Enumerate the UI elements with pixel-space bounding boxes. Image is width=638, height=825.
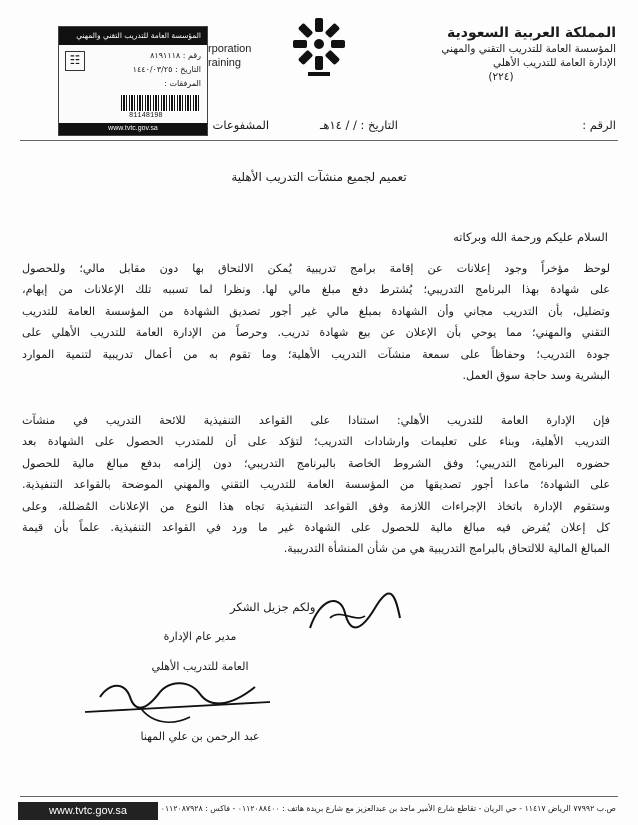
salutation: السلام عليكم ورحمة الله وبركاته	[453, 230, 608, 244]
footer-divider	[20, 796, 618, 797]
handwritten-initial-signature	[300, 588, 410, 638]
barcode	[121, 95, 199, 111]
registry-stamp	[58, 26, 208, 136]
ref-attachments-label: المشفوعات :	[205, 118, 270, 132]
stamp-logo-icon: ☷	[65, 51, 85, 71]
footer-website-link[interactable]: www.tvtc.gov.sa	[18, 802, 158, 820]
signatory-title-2: العامة للتدريب الأهلي	[151, 660, 249, 673]
letter-subject: تعميم لجميع منشآت التدريب الأهلية	[231, 170, 407, 184]
barcode-number: 81148198	[129, 112, 163, 120]
paragraph-2: فإن الإدارة العامة للتدريب الأهلي: استنادا على القواعد التنفيذية للائحة التدريب في منشآت التدريب الأهلية، وبناء على تعليمات وارشادات التدريب؛ لتؤكد على أن للمتدرب الحصول على الشهادة بعد حضوره البرنامج التدريبي؛ وفق الشروط الخاصة بالبرنامج التدريبي؛ دون إلزامه بدفع مبالغ مالية للحصول على الشهادة؛ ماعدا أجور تصديقها من المؤسسة العامة للتدريب التقني والمهني الموضحة بالقواعد التنفيذية. وستقوم الإدارة باتخاذ الإجراءات اللازمة وفق القواعد التنفيذية تجاه هذا النوع من الإعلانات المُضللة، وعلى كل إعلان يُفرض فيه مبالغ مالية للحصول على الشهادة غير ما ورد في القواعد التنفيذية. علماً بأن قيمة المبالغ المالية للالتحاق بالبرامج التدريبية هي من شأن المنشأة التدريبية.	[22, 414, 610, 556]
organization-name: المؤسسة العامة للتدريب التقني والمهني	[441, 43, 616, 55]
ref-date: التاريخ : / / ١٤هـ	[320, 118, 398, 132]
country-name: المملكة العربية السعودية	[447, 25, 616, 41]
stamp-date: التاريخ : ١٤٤٠/٠٣/٢٥	[132, 65, 201, 74]
department-name: الإدارة العامة للتدريب الأهلي	[492, 57, 616, 69]
organization-header	[426, 24, 616, 84]
signatory-title-1: مدير عام الإدارة	[163, 630, 237, 643]
handwritten-signature	[80, 672, 280, 732]
stamp-url: www.tvtc.gov.sa	[59, 123, 207, 135]
english-header: rporation raining	[208, 43, 252, 69]
signatory-name: عبد الرحمن بن علي المهنا	[140, 730, 260, 743]
header-divider	[20, 140, 618, 141]
closing-text: ولكم جزيل الشكر	[230, 600, 316, 614]
stamp-title: المؤسسة العامة للتدريب التقني والمهني	[59, 27, 207, 45]
paragraph-1: لوحظ مؤخراً وجود إعلانات عن إقامة برامج تدريبية يُمكن الالتحاق بها دون مقابل مالي؛ وللحصول على شهادة بهذا البرنامج التدريبي؛ يُشترط دفع مبلغ مالي لها. ونظرا لما تسببه تلك الإعلانات من إيهام، وتضليل، بأن التدريب مجاني وأن الشهادة بمبلغ مالي غير أجور تصديق الشهادة من المؤسسة العامة للتدريب التقني والمهني؛ مما يوحي بأن الإعلان عن بيع شهادة تدريب. وحرصاً من الإدارة العامة للتدريب الأهلي على جودة التدريب؛ وحفاظاً على سمعة منشآت التدريب الأهلية؛ وما تقوم به من أعمال تدريبية لتنمية الموارد البشرية وسد حاجة سوق العمل.	[22, 262, 610, 383]
tvtc-logo-icon	[286, 14, 352, 80]
ref-number-label: الرقم :	[582, 118, 616, 132]
stamp-number: رقم : ٨١٩١١١٨	[150, 51, 201, 60]
stamp-attachments: المرفقات :	[164, 79, 201, 88]
department-code: (٢٢٤)	[488, 71, 514, 83]
footer-address: ص.ب ٧٧٩٩٢ الرياض ١١٤١٧ - حي الريان - تقاطع شارع الأمير ماجد بن عبدالعزيز مع شارع بريدة هاتف : ٠١١٢٠٨٨٤٠٠ - فاكس : ٠١١٢٠٨٧٩٢٨	[160, 804, 616, 813]
